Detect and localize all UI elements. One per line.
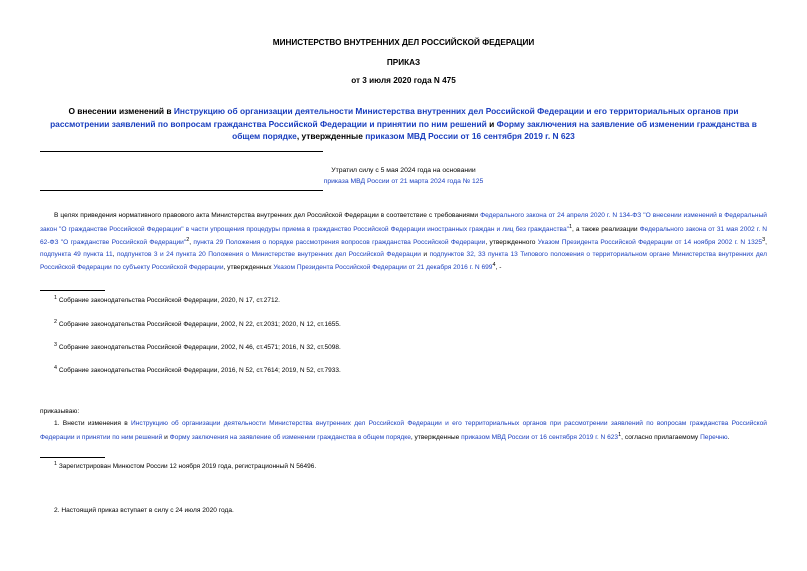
footnote-mark: 4 — [54, 365, 58, 371]
preamble-text: , — [112, 250, 117, 258]
footnote-text: Зарегистрирован Минюстом России 12 ноября 2019 года, регистрационный N 56496. — [57, 463, 317, 471]
title-text: О внесении изменений в — [68, 106, 174, 116]
doc-type-heading: ПРИКАЗ — [386, 58, 421, 67]
preamble-text: , — [189, 239, 194, 247]
footnote-text: Собрание законодательства Российской Федерации, 2002, N 22, ст.2031; 2020, N 12, ст.1655. — [57, 321, 341, 329]
preamble-link[interactable]: подпунктов 3 и 24 пункта 20 Положения о Министерстве внутренних дел Российской Федерации — [116, 250, 421, 258]
preamble-paragraph — [40, 210, 767, 274]
title-link-order[interactable]: приказом МВД России от 16 сентября 2019 г. N 623 — [365, 131, 575, 141]
item-text: . — [727, 433, 730, 441]
preamble-link[interactable]: Федерального закона от 24 апреля 2020 г. N 134-ФЗ "О внесении изменений в Федеральный закон "О гражданстве Российской Федерации" в части упрощения процедуры приема в гражданство Российской Федерации иностранных граждан и лиц без гражданства" — [40, 212, 767, 233]
title-link-instruction[interactable]: Инструкцию об организации деятельности Министерства внутренних дел Российской Федерации и его территориальных органов при рассмотрении заявлений по вопросам гражданства Российской Федерации и принятии по ним решений — [50, 106, 739, 129]
preamble-text: , а также реализации — [572, 225, 640, 233]
repeal-note — [40, 165, 767, 187]
preamble-link[interactable]: подпункта 49 пункта 11 — [40, 250, 113, 258]
footnote-mark: 1 — [54, 295, 58, 301]
footnote-text: Собрание законодательства Российской Федерации, 2016, N 52, ст.7614; 2019, N 52, ст.7933. — [57, 367, 341, 375]
footnote-mark[interactable]: 2 — [186, 237, 190, 244]
preamble-text: , — [765, 239, 767, 247]
footnote-1 — [54, 295, 280, 304]
preamble-link[interactable]: Указом Президента Российской Федерации от 14 ноября 2002 г. N 1325 — [537, 239, 763, 247]
footnote-rule — [40, 290, 105, 291]
item-link[interactable]: Форму заключения на заявление об изменении гражданства в общем порядке — [169, 433, 411, 441]
footnote-mark[interactable]: 3 — [762, 237, 766, 244]
order-word: приказываю: — [40, 408, 80, 415]
footnote-rule — [40, 457, 105, 458]
item-link[interactable]: Инструкцию об организации деятельности Министерства внутренних дел Российской Федерации и его территориальных органов при рассмотрении заявлений по вопросам гражданства Российской Федерации и принятии по ним решений — [40, 420, 767, 441]
footnote-mark: 2 — [54, 319, 58, 325]
preamble-text: , утвержденного — [485, 239, 538, 247]
footnote-4 — [54, 365, 341, 374]
item-text: , утвержденные — [410, 433, 462, 441]
item-text: , согласно прилагаемому — [621, 433, 701, 441]
footnote-3 — [54, 342, 341, 351]
separator-rule — [40, 151, 323, 152]
footnote-mark: 1 — [54, 461, 58, 467]
preamble-link[interactable]: Федерального закона от 31 мая 2002 г. N 62-ФЗ "О гражданстве Российской Федерации" — [40, 225, 767, 247]
separator-rule — [40, 190, 323, 191]
footnote-text: Собрание законодательства Российской Федерации, 2002, N 46, ст.4571; 2016, N 32, ст.5098. — [57, 344, 341, 352]
footnote-mark[interactable]: 1 — [568, 223, 573, 230]
ministry-heading: МИНИСТЕРСТВО ВНУТРЕННИХ ДЕЛ РОССИЙСКОЙ ФЕДЕРАЦИИ — [272, 38, 535, 47]
item-text: и — [162, 433, 170, 441]
item-link-list[interactable]: Перечню — [700, 433, 728, 441]
item-link[interactable]: приказом МВД России от 16 сентября 2019 г. N 623 — [461, 433, 619, 441]
repeal-link[interactable]: приказа МВД России от 21 марта 2024 года № 125 — [323, 178, 484, 185]
date-number-heading: от 3 июля 2020 года N 475 — [351, 76, 456, 85]
item-1-paragraph — [40, 418, 767, 443]
title-text: , утвержденные — [296, 131, 366, 141]
preamble-link[interactable]: Указом Президента Российской Федерации от 21 декабря 2016 г. N 699 — [273, 264, 493, 272]
preamble-text: и — [420, 250, 430, 258]
repeal-text: Утратил силу с 5 мая 2024 года на основании — [331, 167, 476, 174]
footnote-mark: 3 — [54, 342, 58, 348]
title-text: и — [486, 118, 497, 129]
preamble-text: , утвержденных — [223, 264, 274, 272]
document-title — [40, 105, 767, 143]
preamble-link[interactable]: пункта 29 Положения о порядке рассмотрения вопросов гражданства Российской Федерации — [193, 239, 486, 247]
preamble-text: , - — [495, 264, 502, 272]
footnote-mark[interactable]: 4 — [492, 262, 496, 269]
footnote-mark[interactable]: 1 — [618, 431, 622, 438]
preamble-text: В целях приведения нормативного правового акта Министерства внутренних дел Российской Федерации в соответствие с требованиями — [54, 212, 481, 219]
item-2-paragraph: 2. Настоящий приказ вступает в силу с 24 июля 2020 года. — [54, 507, 234, 514]
item-text: 1. Внести изменения в — [54, 420, 132, 427]
footnote-2 — [54, 319, 341, 328]
preamble-link[interactable]: подпунктов 32, 33 пункта 13 Типового положения о территориальном органе Министерства внутренних дел Российской Федерации по субъекту Российской Федерации — [40, 250, 767, 272]
footnote-text: Собрание законодательства Российской Федерации, 2020, N 17, ст.2712. — [57, 297, 280, 305]
footnote-registration — [54, 461, 316, 470]
title-link-form[interactable]: Форму заключения на заявление об изменении гражданства в общем порядке — [232, 118, 757, 141]
